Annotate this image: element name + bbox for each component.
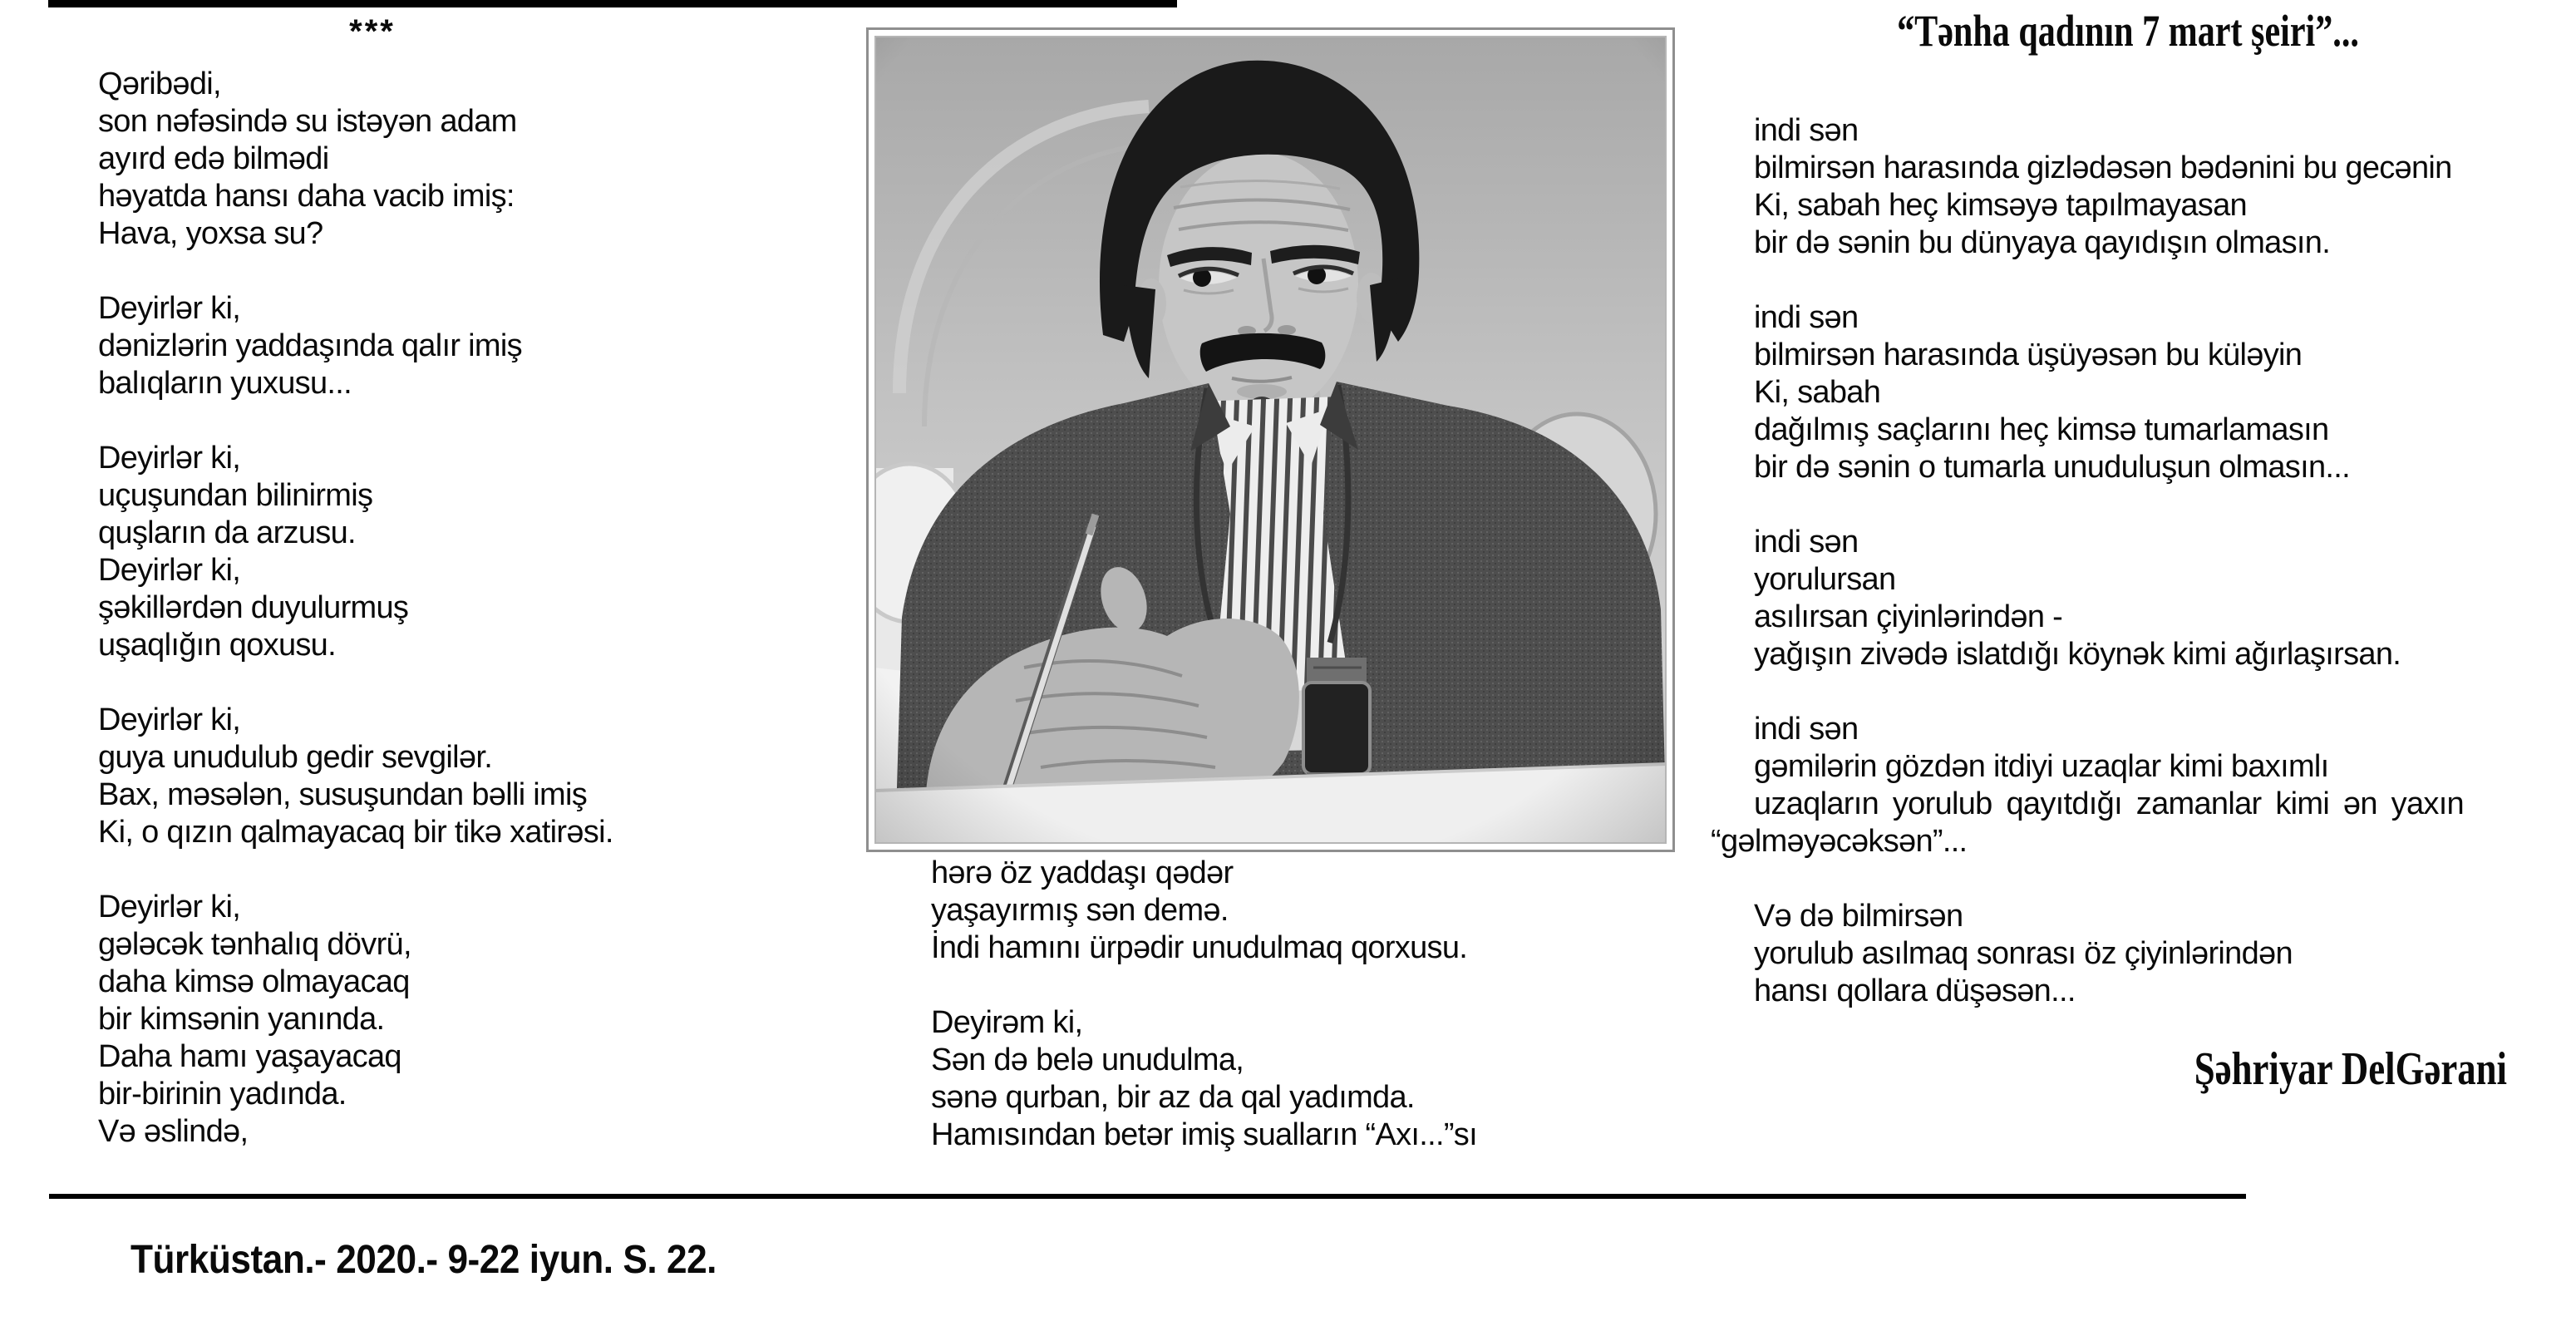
- poem-line: uçuşundan bilinirmiş: [98, 478, 373, 513]
- blank-line: [98, 402, 613, 440]
- poem-line: bir də sənin bu dünyaya qayıdışın olmasın.: [1754, 225, 2331, 260]
- poem-line: asılırsan çiyinlərindən -: [1754, 599, 2063, 634]
- poem-line: Ki, sabah heç kimsəyə tapılmayasan: [1754, 188, 2247, 223]
- blank-line: [98, 253, 613, 290]
- poem-line: Və əslində,: [98, 1114, 249, 1149]
- poem-line: dənizlərin yaddaşında qalır imiş: [98, 328, 522, 363]
- poem-line: bir də sənin o tumarla unuduluşun olmasın...: [1754, 450, 2350, 485]
- bottom-rule: [49, 1194, 2246, 1199]
- poem-line: uzaqların yorulub qayıtdığı zamanlar kimi ən yaxın: [1754, 786, 2464, 821]
- poem-line: uşaqlığın qoxusu.: [98, 628, 336, 663]
- poem-line: Deyirlər ki,: [98, 441, 241, 476]
- blank-line: [1754, 486, 2502, 524]
- poem-line: Qəribədi,: [98, 67, 221, 101]
- poem-line: “gəlməyəcəksən”...: [1711, 824, 1968, 859]
- poem-line: şəkillərdən duyulurmuş: [98, 590, 409, 625]
- source-citation: Türküstan.- 2020.- 9-22 iyun. S. 22.: [131, 1238, 717, 1282]
- poem-line: hansı qollara düşəsən...: [1754, 974, 2076, 1008]
- poem-line: Ki, o qızın qalmayacaq bir tikə xatirəsi.: [98, 815, 613, 850]
- poem-line: guya unudulub gedir sevgilər.: [98, 740, 493, 775]
- author-signature: Şəhriyar DelGərani: [2194, 1043, 2507, 1095]
- poem-line: yorulursan: [1754, 562, 1896, 597]
- poem-line: Deyirlər ki,: [98, 702, 241, 737]
- poem-line: balıqların yuxusu...: [98, 366, 352, 401]
- left-poem-column: [98, 66, 613, 1151]
- blank-line: [98, 664, 613, 702]
- poem-line: həyatda hansı daha vacib imiş:: [98, 179, 515, 214]
- poem-line: Deyirəm ki,: [931, 1005, 1083, 1040]
- poem-line: Bax, məsələn, susuşundan bəlli imiş: [98, 777, 588, 812]
- poem-line: indi sən: [1754, 712, 1859, 747]
- poem-line: indi sən: [1754, 300, 1859, 335]
- poem-line: Ki, sabah: [1754, 375, 1881, 410]
- center-poem-column: [931, 855, 1477, 1154]
- poem-line: quşların da arzusu.: [98, 515, 356, 550]
- portrait-photo: [874, 36, 1667, 844]
- poem-line: Hava, yoxsa su?: [98, 216, 323, 251]
- poem-line: daha kimsə olmayacaq: [98, 964, 410, 999]
- poem-line: sənə qurban, bir az da qal yadımda.: [931, 1080, 1415, 1115]
- poem-line: yorulub asılmaq sonrası öz çiyinlərindən: [1754, 936, 2293, 971]
- poem-line: dağılmış saçlarını heç kimsə tumarlamasın: [1754, 412, 2329, 447]
- poem-line: indi sən: [1754, 525, 1859, 560]
- poem-line: Və də bilmirsən: [1754, 899, 1963, 934]
- section-separator: ***: [349, 13, 396, 50]
- poem-line: yaşayırmış sən demə.: [931, 893, 1229, 928]
- poem-line: son nəfəsində su istəyən adam: [98, 104, 517, 139]
- poem-line: Sən də belə unudulma,: [931, 1043, 1244, 1077]
- poem-line: yağışın zivədə islatdığı köynək kimi ağırlaşırsan.: [1754, 637, 2401, 672]
- blank-line: [931, 967, 1477, 1004]
- poem-line: bilmirsən harasında gizlədəsən bədənini bu gecənin: [1754, 150, 2452, 185]
- poem-line: Hamısından betər imiş sualların “Axı...”sı: [931, 1117, 1477, 1152]
- photo-frame: [866, 27, 1675, 852]
- blank-line: [1754, 673, 2502, 711]
- poem-line: İndi hamını ürpədir unudulmaq qorxusu.: [931, 930, 1468, 965]
- poem-line: Deyirlər ki,: [98, 890, 241, 924]
- poem-line: bir kimsənin yanında.: [98, 1002, 385, 1037]
- right-poem-column: [1711, 112, 2502, 1010]
- poem-line: Deyirlər ki,: [98, 553, 241, 588]
- poem-line: bilmirsən harasında üşüyəsən bu küləyin: [1754, 338, 2303, 372]
- top-rule: [48, 0, 1177, 7]
- poem-line: bir-birinin yadında.: [98, 1077, 347, 1112]
- poem-line: indi sən: [1754, 113, 1859, 148]
- poem-title: “Tənha qadının 7 mart şeiri”...: [1897, 6, 2359, 56]
- poem-line: ayırd edə bilmədi: [98, 141, 329, 176]
- poem-line: gələcək tənhalıq dövrü,: [98, 927, 411, 962]
- blank-line: [1754, 860, 2502, 898]
- poem-line: gəmilərin gözdən itdiyi uzaqlar kimi baxımlı: [1754, 749, 2329, 784]
- poem-line: hərə öz yaddaşı qədər: [931, 855, 1234, 890]
- poem-line: Daha hamı yaşayacaq: [98, 1039, 401, 1074]
- poem-line: Deyirlər ki,: [98, 291, 241, 326]
- blank-line: [98, 851, 613, 889]
- blank-line: [1754, 262, 2502, 299]
